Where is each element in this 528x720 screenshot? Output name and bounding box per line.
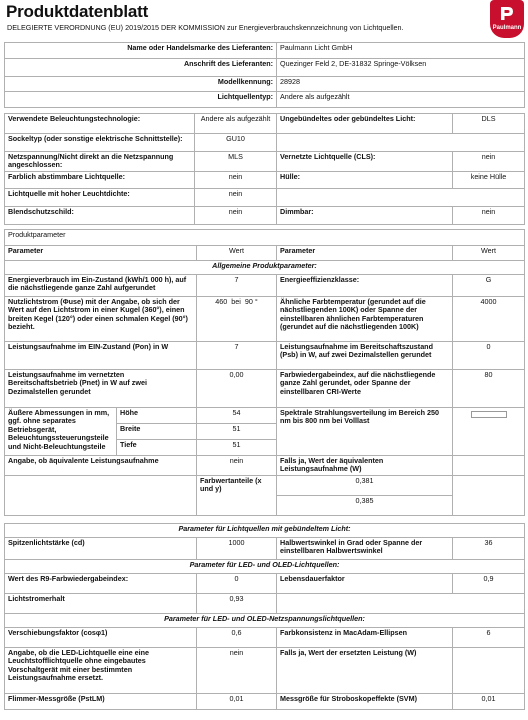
params-header: Parameter [5, 246, 197, 261]
param-label: Messgröße für Stroboskopeffekte (SVM) [277, 694, 453, 710]
tech-value: nein [195, 206, 277, 224]
dimension-value: 54 [197, 408, 277, 424]
param-value: 0,01 [197, 694, 277, 710]
param-value [453, 456, 525, 476]
page-subtitle: DELEGIERTE VERORDNUNG (EU) 2019/2015 DER KOMMISSION zur Energieverbrauchskennzeichnung von Lichtquellen. [7, 23, 404, 32]
lumen-angle: 90 [244, 297, 253, 306]
parameters-table [4, 229, 525, 710]
tech-label: Dimmbar: [277, 206, 453, 224]
param-label: Lebensdauerfaktor [277, 574, 453, 594]
supplier-value: Paulmann Licht GmbH [277, 43, 525, 59]
param-label: Halbwertswinkel in Grad oder Spanne der einstellbaren Halbwertswinkel [277, 538, 453, 560]
lumen-degree: ° [254, 297, 258, 306]
param-value: 6 [453, 628, 525, 648]
param-value: 0,93 [197, 594, 277, 614]
tech-value: MLS [195, 152, 277, 172]
param-label: Ähnliche Farbtemperatur (gerundet auf die nächstliegenden 100K) oder Spanne der einstellbaren ähnlichen Farbtemperaturen (gerundet auf die nächstliegenden 100K) [277, 297, 453, 342]
params-header: Wert [453, 246, 525, 261]
tech-label: Farblich abstimmbare Lichtquelle: [5, 171, 195, 188]
param-value: 36 [453, 538, 525, 560]
chromaticity-x: 0,381 [277, 476, 453, 496]
tech-value: Andere als aufgezählt [195, 114, 277, 134]
param-label: Angabe, ob äquivalente Leistungsaufnahme [5, 456, 197, 476]
param-label: Verschiebungsfaktor (cosφ1) [5, 628, 197, 648]
tech-label: Hülle: [277, 171, 453, 188]
params-title: Produktparameter [5, 230, 525, 246]
dimension-value: 51 [197, 424, 277, 440]
tech-label: Sockeltyp (oder sonstige elektrische Schnittstelle): [5, 134, 195, 152]
supplier-value: Quezinger Feld 2, DE-31832 Springe-Völksen [277, 59, 525, 77]
param-value: nein [197, 456, 277, 476]
technology-table [4, 113, 525, 225]
tech-empty [277, 134, 525, 152]
empty-cell [277, 594, 525, 614]
param-label: Leistungsaufnahme im Bereitschaftszustand (Psb) in W, auf zwei Dezimalstellen gerundet [277, 342, 453, 370]
param-value: 7 [197, 275, 277, 297]
param-label: Farbkonsistenz in MacAdam-Ellipsen [277, 628, 453, 648]
param-label: Angabe, ob die LED-Lichtquelle eine eine Leuchtstofflichtquelle ohne eingebautes Vorschaltgerät mit einer bestimmten Leistungsaufnahme ersetzt. [5, 648, 197, 694]
tech-value: nein [195, 188, 277, 206]
tech-empty [277, 188, 525, 206]
chromaticity-y: 0,385 [277, 496, 453, 516]
tech-label: Blendschutzschild: [5, 206, 195, 224]
dimension-value: 51 [197, 440, 277, 456]
param-label: Nutzlichtstrom (Φuse) mit der Angabe, ob sich der Wert auf den Lichtstrom in einer Kugel (360°), einen breiten Kegel (120°) oder einen schmalen Kegel (90°) bezieht. [5, 297, 197, 342]
param-label: Wert des R9-Farbwiedergabeindex: [5, 574, 197, 594]
param-label: Spektrale Strahlungsverteilung im Bereich 250 nm bis 800 nm bei Volllast [277, 408, 453, 456]
dimension-label: Breite [117, 424, 197, 440]
param-value: 1000 [197, 538, 277, 560]
param-label: Farbwiedergabeindex, auf die nächstliegende ganze Zahl gerundet, oder Spanne der einstellbaren CRI-Werte [277, 370, 453, 408]
param-label: Spitzenlichtstärke (cd) [5, 538, 197, 560]
spacer [5, 516, 525, 524]
param-value [197, 297, 277, 342]
tech-value: GU10 [195, 134, 277, 152]
tech-value: nein [453, 206, 525, 224]
dimension-label: Höhe [117, 408, 197, 424]
supplier-label: Anschrift des Lieferanten: [5, 59, 277, 77]
spectrum-graphic [471, 411, 507, 418]
section-heading: Parameter für Lichtquellen mit gebündeltem Licht: [5, 524, 525, 538]
param-value: 0,9 [453, 574, 525, 594]
param-label: Falls ja, Wert der ersetzten Leistung (W) [277, 648, 453, 694]
tech-value: nein [453, 152, 525, 172]
spectrum-cell [453, 408, 525, 456]
param-label: Leistungsaufnahme im vernetzten Bereitschaftsbetrieb (Pnet) in W auf zwei Dezimalstellen gerundet [5, 370, 197, 408]
param-label: Energieverbrauch im Ein-Zustand (kWh/1 000 h), auf die nächstliegende ganze Zahl aufgerundet [5, 275, 197, 297]
dimension-label: Tiefe [117, 440, 197, 456]
param-value: 0 [197, 574, 277, 594]
supplier-label: Lichtquellentyp: [5, 92, 277, 108]
supplier-value: 28928 [277, 77, 525, 92]
param-value: 80 [453, 370, 525, 408]
param-value: 0,6 [197, 628, 277, 648]
section-heading: Parameter für LED- und OLED-Netzspannungslichtquellen: [5, 614, 525, 628]
param-label: Farbwertanteile (x und y) [197, 476, 277, 516]
lumen-bei: bei [231, 297, 241, 306]
logo-text: Paulmann [492, 25, 522, 31]
tech-value: DLS [453, 114, 525, 134]
section-heading: Parameter für LED- und OLED-Lichtquellen: [5, 560, 525, 574]
tech-label: Vernetzte Lichtquelle (CLS): [277, 152, 453, 172]
param-value: 0,01 [453, 694, 525, 710]
header [4, 2, 524, 32]
param-value [453, 648, 525, 694]
param-value: 0 [453, 342, 525, 370]
paulmann-logo [490, 0, 524, 38]
tech-label: Verwendete Beleuchtungstechnologie: [5, 114, 195, 134]
param-label: Energieeffizienzklasse: [277, 275, 453, 297]
tech-label: Ungebündeltes oder gebündeltes Licht: [277, 114, 453, 134]
tech-label: Lichtquelle mit hoher Leuchtdichte: [5, 188, 195, 206]
param-label: Äußere Abmessungen in mm, ggf. ohne separates Betriebsgerät, Beleuchtungssteuerungsteile und Nicht-Beleuchtungsteile [5, 408, 117, 456]
param-value: 0,00 [197, 370, 277, 408]
supplier-label: Name oder Handelsmarke des Lieferanten: [5, 43, 277, 59]
section-heading: Allgemeine Produktparameter: [5, 261, 525, 275]
param-value: 4000 [453, 297, 525, 342]
param-label: Lichtstromerhalt [5, 594, 197, 614]
tech-value: nein [195, 171, 277, 188]
param-value: G [453, 275, 525, 297]
supplier-label: Modellkennung: [5, 77, 277, 92]
param-value: nein [197, 648, 277, 694]
tech-value: keine Hülle [453, 171, 525, 188]
empty-cell [453, 476, 525, 516]
params-header: Parameter [277, 246, 453, 261]
lumen-value: 460 [215, 297, 228, 306]
logo-mark-icon [497, 3, 517, 23]
param-label: Flimmer-Messgröße (PstLM) [5, 694, 197, 710]
tech-label: Netzspannung/Nicht direkt an die Netzspannung angeschlossen: [5, 152, 195, 172]
param-value: 7 [197, 342, 277, 370]
empty-cell [5, 476, 197, 516]
supplier-table [4, 42, 525, 108]
param-label: Falls ja, Wert der äquivalenten Leistungsaufnahme (W) [277, 456, 453, 476]
page-title: Produktdatenblatt [6, 2, 149, 21]
params-header: Wert [197, 246, 277, 261]
supplier-value: Andere als aufgezählt [277, 92, 525, 108]
param-label: Leistungsaufnahme im EIN-Zustand (Pon) in W [5, 342, 197, 370]
